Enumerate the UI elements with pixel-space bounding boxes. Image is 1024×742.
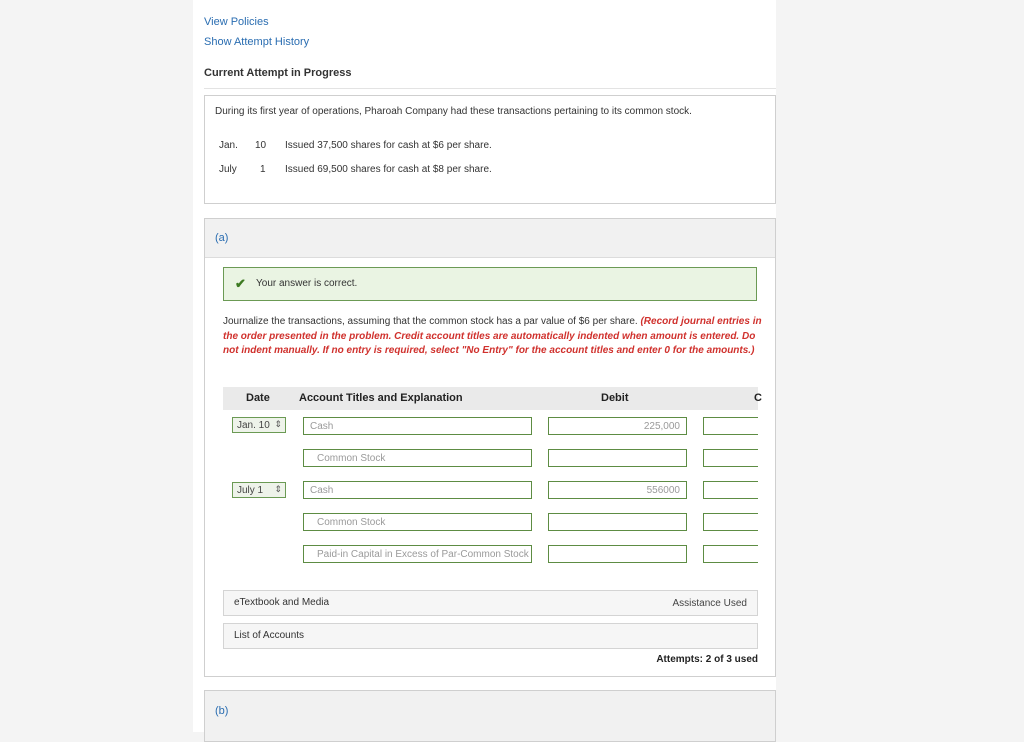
part-b-label: (b)	[215, 705, 229, 717]
debit-input[interactable]: 556000	[548, 481, 687, 499]
tx-desc: Issued 69,500 shares for cash at $8 per share.	[285, 164, 492, 175]
part-a-panel	[204, 218, 776, 677]
part-a-label: (a)	[215, 232, 229, 244]
checkmark-icon: ✔	[235, 276, 246, 291]
attempts-counter: Attempts: 2 of 3 used	[656, 654, 758, 665]
correct-message: Your answer is correct.	[256, 278, 358, 289]
account-title-input[interactable]: Common Stock	[303, 513, 532, 531]
instruction-red-text: (Record journal entries in the order presented in the problem. Credit account titles are automatically indented when amount is entered. Do not indent manually. If no entry is required, select "No Entry" for the account titles and enter 0 for the amounts.)	[223, 316, 762, 356]
date-select[interactable]	[232, 417, 286, 433]
credit-input[interactable]	[703, 545, 758, 563]
etextbook-bar[interactable]	[223, 590, 758, 616]
debit-input[interactable]	[548, 513, 687, 531]
date-select[interactable]	[232, 482, 286, 498]
tx-month: July	[219, 164, 237, 175]
credit-column-header: C	[754, 392, 762, 404]
tx-desc: Issued 37,500 shares for cash at $6 per share.	[285, 140, 492, 151]
credit-input[interactable]	[703, 513, 758, 531]
account-title-input[interactable]: Cash	[303, 417, 532, 435]
credit-input[interactable]	[703, 449, 758, 467]
etextbook-link[interactable]: eTextbook and Media	[234, 597, 330, 608]
journal-table-header	[223, 387, 762, 410]
select-arrows-icon: ⇕	[274, 484, 282, 494]
view-policies-link[interactable]: View Policies	[204, 16, 269, 28]
assistance-used-label: Assistance Used	[672, 598, 747, 609]
date-select-value: July 1	[237, 485, 264, 496]
debit-input[interactable]: 225,000	[548, 417, 687, 435]
debit-input[interactable]	[548, 449, 687, 467]
part-b-panel[interactable]	[204, 690, 776, 742]
debit-column-header: Debit	[601, 392, 629, 404]
account-title-input[interactable]: Cash	[303, 481, 532, 499]
current-attempt-heading: Current Attempt in Progress	[204, 67, 352, 79]
account-title-input[interactable]: Paid-in Capital in Excess of Par-Common Stock	[303, 545, 532, 563]
tx-day: 1	[260, 164, 266, 175]
credit-input[interactable]	[703, 481, 758, 499]
tx-month: Jan.	[219, 140, 238, 151]
problem-statement	[204, 95, 776, 204]
instruction-text: Journalize the transactions, assuming that the common stock has a par value of $6 per share.	[223, 316, 638, 327]
list-of-accounts-bar[interactable]	[223, 623, 758, 649]
show-attempt-history-link[interactable]: Show Attempt History	[204, 36, 310, 48]
divider	[204, 88, 776, 89]
debit-input[interactable]	[548, 545, 687, 563]
part-a-header[interactable]	[205, 219, 775, 258]
account-title-input[interactable]: Common Stock	[303, 449, 532, 467]
select-arrows-icon: ⇕	[274, 419, 282, 429]
credit-input[interactable]	[703, 417, 758, 435]
date-select-value: Jan. 10	[237, 420, 270, 431]
instructions	[223, 315, 763, 359]
tx-day: 10	[255, 140, 267, 151]
correct-answer-banner	[223, 267, 757, 301]
date-column-header: Date	[246, 392, 270, 404]
account-column-header: Account Titles and Explanation	[299, 392, 463, 404]
problem-intro: During its first year of operations, Pharoah Company had these transactions pertaining to its common stock.	[215, 106, 692, 117]
list-of-accounts-link[interactable]: List of Accounts	[234, 630, 305, 641]
